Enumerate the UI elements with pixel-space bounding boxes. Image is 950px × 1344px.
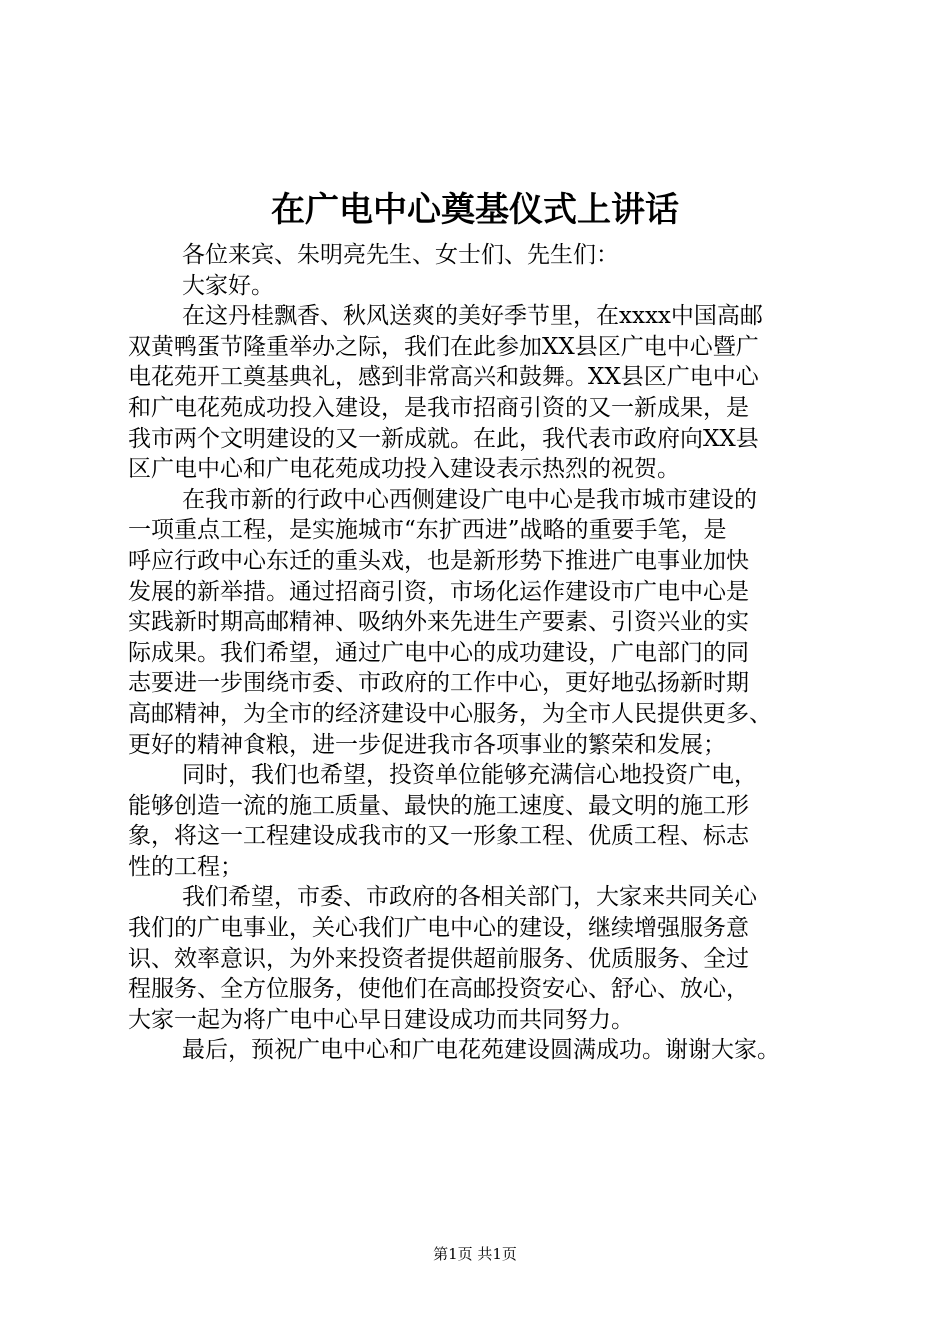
body-line: 各位来宾、朱明亮先生、女士们、先生们：: [182, 242, 619, 268]
body-line: 志要进一步围绕市委、市政府的工作中心，更好地弘扬新时期: [128, 670, 749, 697]
body-line: 我市两个文明建设的又一新成就。在此，我代表市政府向XX县: [128, 425, 759, 452]
body-line: 最后，预祝广电中心和广电花苑建设圆满成功。谢谢大家。: [182, 1037, 780, 1064]
body-line: 电花苑开工奠基典礼，感到非常高兴和鼓舞。XX县区广电中心: [128, 364, 759, 391]
body-line: 双黄鸭蛋节隆重举办之际，我们在此参加XX县区广电中心暨广: [128, 333, 759, 360]
body-line: 识、效率意识，为外来投资者提供超前服务、优质服务、全过: [128, 945, 749, 972]
page-footer: 第1页 共1页: [433, 1245, 517, 1263]
body-line: 性的工程；: [128, 853, 243, 880]
body-line: 一项重点工程，是实施城市“东扩西进”战略的重要手笔，是: [128, 517, 727, 544]
body-line: 发展的新举措。通过招商引资，市场化运作建设市广电中心是: [128, 578, 749, 605]
body-line: 在我市新的行政中心西侧建设广电中心是我市城市建设的: [182, 486, 757, 513]
body-line: 大家一起为将广电中心早日建设成功而共同努力。: [128, 1006, 634, 1033]
body-line: 高邮精神，为全市的经济建设中心服务，为全市人民提供更多、: [128, 700, 772, 727]
body-line: 区广电中心和广电花苑成功投入建设表示热烈的祝贺。: [128, 456, 680, 483]
body-line: 呼应行政中心东迁的重头戏，也是新形势下推进广电事业加快: [128, 547, 749, 574]
body-line: 我们希望，市委、市政府的各相关部门，大家来共同关心: [182, 884, 757, 911]
body-line: 程服务、全方位服务，使他们在高邮投资安心、舒心、放心，: [128, 976, 749, 1003]
document-body: [128, 240, 828, 1066]
body-line: 能够创造一流的施工质量、最快的施工速度、最文明的施工形: [128, 792, 749, 819]
body-line: 实践新时期高邮精神、吸纳外来先进生产要素、引资兴业的实: [128, 609, 749, 636]
document-title: 在广电中心奠基仪式上讲话: [271, 190, 679, 230]
body-line: 象，将这一工程建设成我市的又一形象工程、优质工程、标志: [128, 823, 749, 850]
body-line: 在这丹桂飘香、秋风送爽的美好季节里，在xxxx中国高邮: [182, 303, 763, 330]
body-line: 我们的广电事业，关心我们广电中心的建设，继续增强服务意: [128, 915, 749, 942]
body-line: 大家好。: [182, 272, 274, 299]
body-line: 更好的精神食粮，进一步促进我市各项事业的繁荣和发展；: [128, 731, 726, 758]
body-line: 际成果。我们希望，通过广电中心的成功建设，广电部门的同: [128, 639, 749, 666]
body-line: 同时，我们也希望，投资单位能够充满信心地投资广电，: [182, 762, 757, 789]
body-line: 和广电花苑成功投入建设，是我市招商引资的又一新成果，是: [128, 394, 749, 421]
